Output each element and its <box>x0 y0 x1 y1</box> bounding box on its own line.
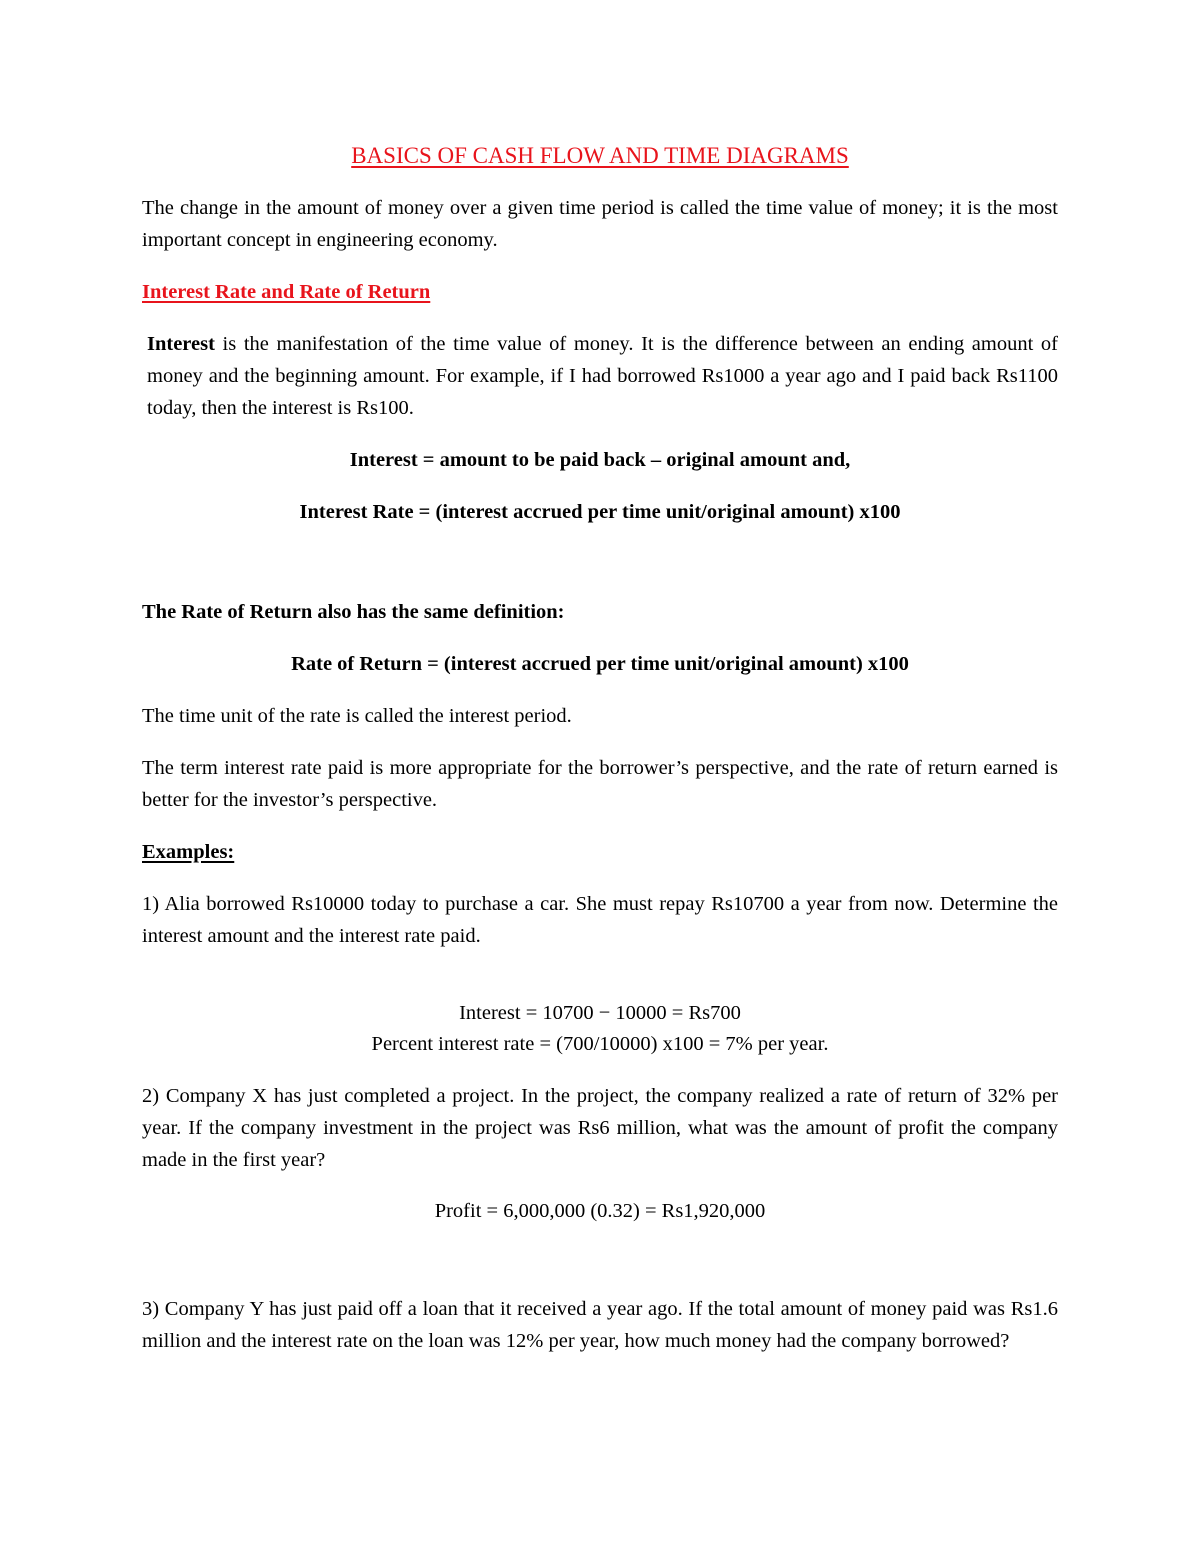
example-1-answer-interest: Interest = 10700 − 10000 = Rs700 <box>459 1002 741 1024</box>
interest-term: Interest <box>147 333 215 355</box>
perspective-paragraph: The term interest rate paid is more appropriate for the borrower’s perspective, and the rate of return earned is better for the investor’s perspective. <box>142 757 1058 811</box>
interest-definition-text: is the manifestation of the time value of money. It is the difference between an ending amount of money and the beginning amount. For example, if I had borrowed Rs1000 a year ago and I paid back Rs1100 today, then the interest is Rs100. <box>147 333 1058 419</box>
examples-heading <box>142 836 1058 868</box>
formula-interest: Interest = amount to be paid back – original amount and, <box>349 449 851 471</box>
formula-ror: Rate of Return = (interest accrued per time unit/original amount) x100 <box>291 653 909 675</box>
section-heading <box>142 276 1058 308</box>
interest-period-text: The time unit of the rate is called the interest period. <box>142 705 572 727</box>
examples-heading-text: Examples: <box>142 841 235 863</box>
example-2-answer: Profit = 6,000,000 (0.32) = Rs1,920,000 <box>434 1200 766 1222</box>
ror-intro: The Rate of Return also has the same definition: <box>142 601 565 623</box>
page-title: BASICS OF CASH FLOW AND TIME DIAGRAMS <box>351 143 849 168</box>
intro-paragraph: The change in the amount of money over a given time period is called the time value of money; it is the most important concept in engineering economy. <box>142 197 1058 251</box>
example-2-question: 2) Company X has just completed a project. In the project, the company realized a rate of return of 32% per year. If the company investment in the project was Rs6 million, what was the amount of profit the company made in the first year? <box>142 1085 1058 1171</box>
example-1-question: 1) Alia borrowed Rs10000 today to purchase a car. She must repay Rs10700 a year from now. Determine the interest amount and the interest rate paid. <box>142 893 1058 947</box>
document-content <box>142 140 1058 1357</box>
formula-interest-rate: Interest Rate = (interest accrued per time unit/original amount) x100 <box>299 501 901 523</box>
interest-definition <box>142 328 1058 424</box>
example-3-question: 3) Company Y has just paid off a loan that it received a year ago. If the total amount of money paid was Rs1.6 million and the interest rate on the loan was 12% per year, how much money had the company borrowed? <box>142 1298 1058 1352</box>
section-heading-text: Interest Rate and Rate of Return <box>142 281 431 303</box>
example-1-answer-rate: Percent interest rate = (700/10000) x100 = 7% per year. <box>371 1033 829 1055</box>
